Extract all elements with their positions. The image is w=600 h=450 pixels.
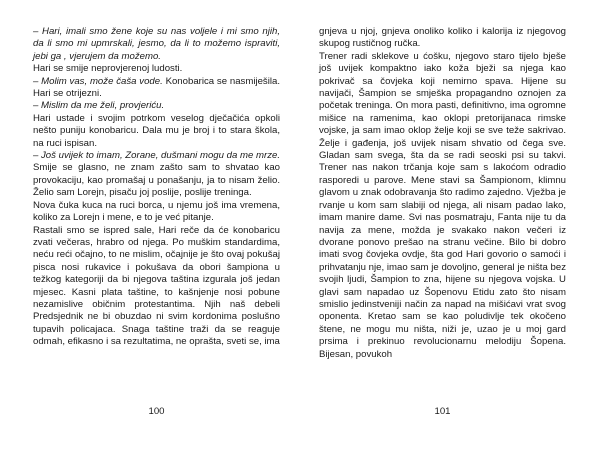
left-page-text — [33, 26, 280, 349]
paragraph: Rastali smo se ispred sale, Hari reče da će konobaricu zvati večeras, hrabro od njega. Po muškim standardima, neću reći očajno, to ne mislim, očajnije je što ovaj pokušaj pisca nosi rukavice i pokušava da obori šampiona u težkog kategoriji da bi njegova taština izgurala još jedan mjesec. Kasni plata taštine, to kašnjenje nosi pobune nezamislive običnim protestantima. Njih naš debeli Predsjednik ne bi obuzdao ni svim kordonima poslušno tupavih policajaca. Snaga taštine traži da se reaguje odmah, efikasno i sa rezultatima, ne oprašta, sveti se, ima — [33, 224, 280, 348]
paragraph — [33, 150, 280, 200]
paragraph: gnjeva u njoj, gnjeva onoliko koliko i kalorija iz njegovog skupog rustičnog ručka. — [319, 26, 566, 50]
paragraph-rest: Smije se glasno, ne znam zašto sam to shvatao kao provokaciju, kao promašaj u ponašanju, ja to nisam želio. Želio sam Lorejn, pisaču joj poslije, poslije treninga. — [33, 162, 280, 199]
right-page-text — [319, 26, 566, 361]
paragraph: Nova čuka kuca na ruci borca, u njemu još ima vremena, koliko za Lorejn i mene, e to je već pitanje. — [33, 199, 280, 224]
paragraph: Hari se smije neprovjerenoj ludosti. — [33, 63, 183, 75]
italic-dialogue: – Još uvijek to imam, Zorane, dušmani mogu da me mrze. — [33, 150, 280, 162]
paragraph — [33, 76, 280, 101]
italic-dialogue: – Molim vas, može čaša vode. — [33, 75, 163, 87]
page-number-left: 100 — [148, 406, 165, 417]
paragraph: – Mislim da me želi, provjeriću. — [33, 100, 165, 112]
paragraph-rest: Konobarica se nasmiješila. Hari se otrijezni. — [33, 75, 280, 100]
paragraph: Trener radi sklekove u ćošku, njegovo staro tijelo bješe još uvijek kompaktno iako koža bježi sa njega kao pokrivač sa čovjeka koji nemirno spava. Hijene su navijači, Šampion se smješka propagandno oznojen za početak treninga. On mora pasti, definitivno, ima ogromne mišice na ramenima, kao oklopi pretorijanaca rimske vojske, ja sam imao oklop želje koji se sve teže sakrivao. Želje i gađenja, još uvijek nisam shvatio od čega sve. Gladan sam svega, šta da se radi seoski psi su takvi. Trener nas nakon trčanja koje sam s lakoćom odradio rasporedi u parove. Mene stavi sa Šampionom, klimnu glavom u znak odobravanja što radimo zajedno. Vježba je rvanje u kom sam slabiji od njega, ali nisam padao lako, imam manire dame. Svi nas posmatraju, Fanta nije tu da navija za mene, možda je svakako nakon večeri iz dvorane ponovo prešao na stranu večine. Bilo bi dobro imati svog čovjeka ovdje, šta god Hari govorio o samoći i prihvatanju nje, imao sam je dovoljno, general je ništa bez svojih ljudi, Šampion to zna, hijene su njegova vojska. U glavi sam napadao uz Šopenovu Etidu zato što nisam smislio jedinstveniji način za napad na mišićavi vrat svog oponenta. Kretao sam se kao poludivlje tek okočeno štene, ne mogu mu ništa, niži je, uzao je u moj gard prsima i prekinuo revolucionarnu melodiju Šopena. Bijesan, povukoh — [319, 50, 566, 360]
paragraph: Hari ustade i svojim potrkom veselog dječačića opkoli nešto puniju konobaricu. Dala mu je broj i to stara škola, na ruci ispisan. — [33, 112, 280, 149]
page-number-right: 101 — [434, 406, 451, 417]
paragraph: – Hari, imali smo žene koje su nas voljele i mi smo njih, da li smo mi upmrskali, jesmo, da li to možemo ispraviti, jebi ga , vjerujem da možemo. — [33, 26, 280, 62]
right-page — [319, 26, 566, 361]
left-page — [33, 26, 280, 349]
